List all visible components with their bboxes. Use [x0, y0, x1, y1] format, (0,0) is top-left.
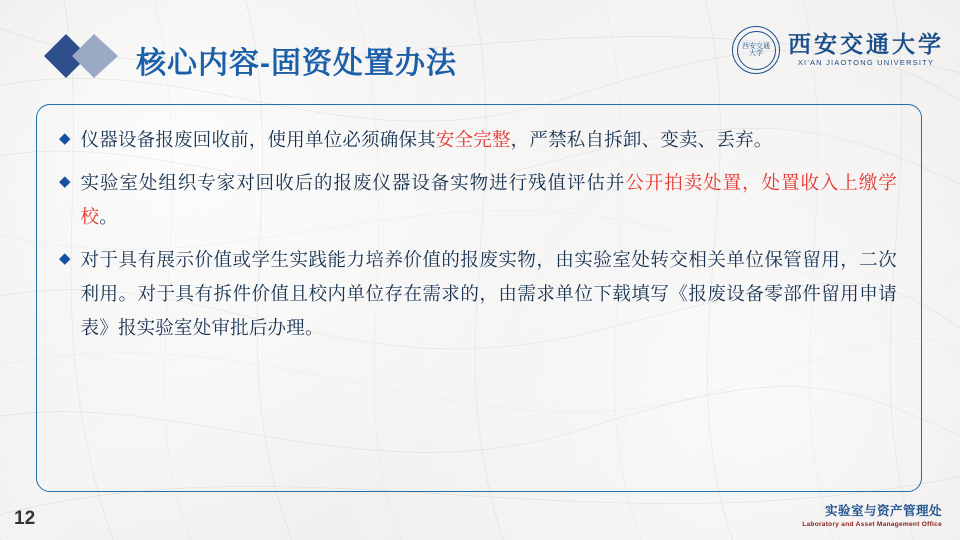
list-item — [59, 243, 897, 345]
highlighted-text: 公开拍卖处置，处置收入上缴学校 — [80, 172, 897, 227]
slide-header — [0, 0, 960, 96]
footer-org-cn: 实验室与资产管理处 — [824, 504, 942, 518]
text-segment: 实验室处组织专家对回收后的报废仪器设备实物进行残值评估并 — [80, 172, 626, 193]
university-name-en: XI'AN JIAOTONG UNIVERSITY — [797, 58, 935, 67]
footer-organization — [802, 504, 942, 528]
list-item-text — [81, 123, 773, 157]
list-item — [59, 123, 897, 157]
page-title: 核心内容-固资处置办法 — [136, 47, 457, 80]
text-segment: 。 — [99, 206, 118, 227]
content-box — [36, 104, 922, 492]
xjtu-seal-text: 西安交通大学 — [742, 42, 770, 57]
xjtu-seal-icon — [732, 26, 780, 74]
list-item-text — [81, 243, 897, 345]
university-logo — [732, 26, 944, 74]
list-item — [59, 166, 897, 234]
bullet-list — [59, 123, 897, 345]
university-names — [788, 33, 944, 67]
page-number: 12 — [14, 508, 36, 529]
list-item-text — [81, 166, 897, 234]
diamond-bullet-icon: ◆ — [59, 250, 71, 267]
diamond-bullet-icon: ◆ — [59, 173, 71, 190]
text-segment: ，严禁私自拆卸、变卖、丢弃。 — [510, 129, 773, 150]
text-segment: 仪器设备报废回收前，使用单位必须确保其 — [80, 129, 436, 150]
university-name-cn: 西安交通大学 — [788, 31, 944, 57]
footer-org-en: Laboratory and Asset Management Office — [802, 521, 942, 528]
highlighted-text: 安全完整 — [435, 129, 511, 150]
diamond-bullet-icon: ◆ — [59, 130, 71, 147]
diamond-pair-icon — [44, 32, 122, 80]
text-segment: 对于具有展示价值或学生实践能力培养价值的报废实物，由实验室处转交相关单位保管留用，二次利用。对于具有拆件价值且校内单位存在需求的，由需求单位下载填写《报废设备零部件留用申请表》报实验室处审批后办理。 — [80, 249, 897, 338]
